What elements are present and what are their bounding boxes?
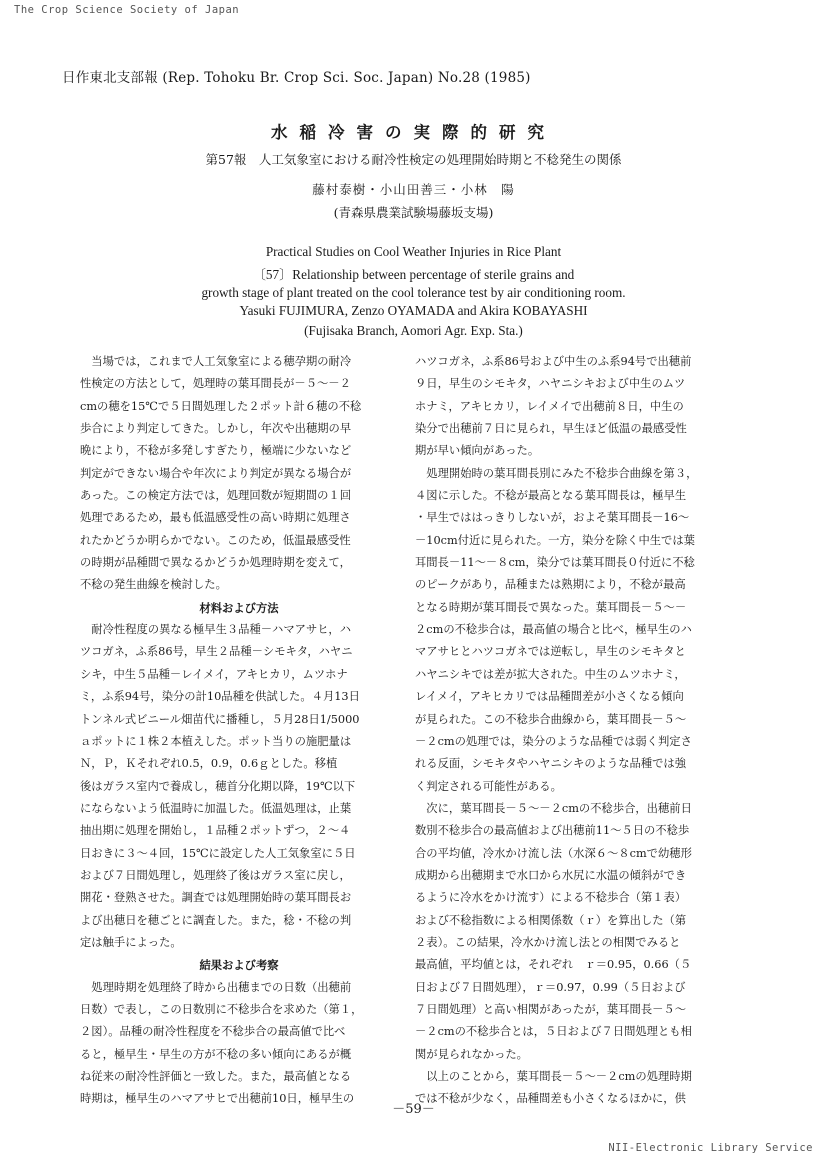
- affiliation-japanese: (青森県農業試験場藤坂支場): [333, 205, 494, 220]
- methods-section: [80, 619, 398, 954]
- journal-header: 日作東北支部報 (Rep. Tohoku Br. Crop Sci. Soc. Japan) No.28 (1985): [62, 70, 531, 86]
- text-line: －10cm付近に見られた。一方，染分を除く中生では葉: [415, 533, 695, 547]
- text-line: 時期は，極早生のハマアサヒで出穂前10日，極早生の: [80, 1092, 355, 1106]
- text-line: が見られた。この不稔歩合曲線から，葉耳間長－５～: [415, 712, 687, 726]
- paper-title-english: Practical Studies on Cool Weather Injuries in Rice Plant: [265, 244, 562, 259]
- text-line: 当場では，これまで人工気象室による穂孕期の耐冷: [80, 355, 352, 368]
- text-line: 耐冷性程度の異なる極早生３品種－ハマアサヒ，ハ: [80, 623, 352, 637]
- text-line: レイメイ，アキヒカリでは品種間差が小さくなる傾向: [415, 690, 684, 704]
- text-line: Ｎ，Ｐ，Ｋそれぞれ0.5，0.9，0.6ｇとした。移植: [80, 757, 338, 771]
- text-line: く判定される可能性がある。: [415, 779, 562, 793]
- text-line: －２cmの処理では，染分のような品種では弱く判定さ: [415, 734, 692, 748]
- text-line: 合の平均値，冷水かけ流し法（水深６～８cmで幼穂形: [415, 846, 692, 860]
- text-line: ９日，早生のシモキタ，ハヤニシキおよび中生のムツ: [415, 377, 686, 391]
- right-column: [415, 351, 733, 1111]
- text-line: 染分で出穂前７日に見られ，早生ほど低温の最感受性: [415, 422, 687, 436]
- authors-english: Yasuki FUJIMURA, Zenzo OYAMADA and Akira KOBAYASHI: [239, 303, 588, 318]
- text-line: cmの穂を15℃で５日間処理した２ポット計６穂の不稔: [80, 399, 362, 413]
- results-heading: 結果および考察: [199, 958, 279, 973]
- text-line: ハツコガネ，ふ系86号および中生のふ系94号で出穂前: [415, 355, 692, 368]
- text-line: ２cmの不稔歩合は，最高値の場合と比べ，極早生のハ: [415, 623, 692, 637]
- left-column: [80, 351, 398, 1111]
- text-line: ・早生でははっきりしないが，およそ葉耳間長－16～: [415, 511, 690, 525]
- affiliation-english: (Fujisaka Branch, Aomori Agr. Exp. Sta.): [304, 323, 523, 338]
- text-line: および７日間処理し，処理終了後はガラス室に戻し，: [80, 868, 351, 882]
- text-line: の時期が品種間で異なるかどうか処理時期を変えて，: [80, 556, 351, 570]
- text-line: ２図）。品種の耐冷性程度を不稔歩合の最高値で比べ: [80, 1025, 346, 1039]
- text-line: ７日間処理）と高い相関があったが，葉耳間長－５～: [415, 1002, 687, 1016]
- text-line: 処理時期を処理終了時から出穂までの日数（出穂前: [80, 980, 352, 994]
- text-line: 抽出期に処理を開始し，１品種２ポットずつ，２～４: [80, 824, 351, 838]
- text-line: 次に，葉耳間長－５～－２cmの不稔歩合，出穂前日: [415, 801, 692, 815]
- introduction-section: [80, 351, 398, 597]
- methods-heading: 材料および方法: [199, 600, 279, 615]
- text-line: となる時期が葉耳間長で異なった。葉耳間長－５～－: [415, 600, 687, 614]
- text-line: では不稔が少なく，品種間差も小さくなるほかに，供: [415, 1092, 686, 1106]
- text-line: 定は触手によった。: [80, 935, 182, 949]
- text-line: るように冷水をかけ流す）による不稔歩合（第１表）: [415, 891, 687, 905]
- text-line: 判定ができない場合や年次により判定が異なる場合が: [80, 466, 352, 480]
- text-line: 開花・登熟させた。調査では処理開始時の葉耳間長お: [80, 891, 352, 905]
- text-line: ホナミ，アキヒカリ，レイメイで出穂前８日，中生の: [415, 399, 684, 413]
- text-line: 歩合により判定してきた。しかし，年次や出穂期の早: [80, 422, 352, 436]
- text-line: 不稔の発生曲線を検討した。: [80, 578, 227, 592]
- society-name: The Crop Science Society of Japan: [14, 4, 240, 16]
- text-line: ツコガネ，ふ系86号，早生２品種－シモキタ，ハヤニ: [80, 645, 353, 659]
- text-line: ね従来の耐冷性評価と一致した。また，最高値となる: [80, 1070, 352, 1083]
- text-line: 後はガラス室内で養成し，穂首分化期以降，19℃以下: [80, 779, 356, 793]
- text-line: および不稔指数による相関係数（ｒ）を算出した（第: [415, 913, 687, 927]
- text-line: トンネル式ビニール畑苗代に播種し，５月28日1/5000: [80, 712, 360, 726]
- text-line: 晩により，不稔が多発しすぎたり，極端に少ないなど: [80, 444, 352, 458]
- text-line: 日おきに３～４回，15℃に設定した人工気象室に５日: [80, 846, 356, 860]
- text-line: －２cmの不稔歩合とは，５日および７日間処理とも相: [415, 1025, 692, 1039]
- text-line: れる反面，シモキタやハヤニシキのような品種では強: [415, 757, 687, 771]
- text-line: シキ，中生５品種－レイメイ，アキヒカリ，ムツホナ: [80, 667, 348, 681]
- text-line: 期が早い傾向があった。: [415, 444, 540, 458]
- paper-subtitle-english-line-2: growth stage of plant treated on the cool tolerance test by air conditioning room.: [201, 285, 626, 300]
- text-line: 日数）で表し，この日数別に不稔歩合を求めた（第１，: [80, 1002, 363, 1016]
- text-line: にならないよう低温時に加温した。低温処理は，止葉: [80, 801, 352, 815]
- authors-japanese: 藤村泰樹・小山田善三・小林 陽: [312, 182, 515, 197]
- text-line: ハヤニシキでは差が拡大された。中生のムツホナミ，: [415, 667, 686, 681]
- footer-source: NII-Electronic Library Service: [608, 1142, 813, 1154]
- text-line: 数別不稔歩合の最高値および出穂前11～５日の不稔歩: [415, 824, 690, 838]
- text-line: ａポットに１株２本植えした。ポット当りの施肥量は: [80, 734, 352, 748]
- text-line: 成期から出穂期まで水口から水尻に水温の傾斜ができ: [415, 868, 687, 882]
- text-line: 関が見られなかった。: [415, 1047, 528, 1061]
- text-line: あった。この検定方法では，処理回数が短期間の１回: [80, 489, 352, 503]
- text-line: ミ，ふ系94号，染分の計10品種を供試した。４月13日: [80, 690, 360, 704]
- paper-subtitle-japanese: 第57報 人工気象室における耐冷性検定の処理開始時期と不稔発生の関係: [205, 152, 622, 167]
- text-line: 処理開始時の葉耳間長別にみた不稔歩合曲線を第３，: [415, 466, 698, 480]
- text-line: 以上のことから，葉耳間長－５～－２cmの処理時期: [415, 1070, 692, 1083]
- text-line: ２表）。この結果，冷水かけ流し法との相関でみると: [415, 935, 681, 949]
- paper-title-japanese: 水稲冷害の実際的研究: [271, 123, 556, 142]
- text-line: 処理であるため，最も低温感受性の高い時期に処理さ: [80, 511, 351, 525]
- text-line: よび出穂日を穂ごとに調査した。また，稔・不稔の判: [80, 913, 352, 927]
- text-line: れたかどうか明らかでない。このため，低温最感受性: [80, 533, 351, 547]
- text-line: 性検定の方法として，処理時の葉耳間長が－５～－２: [80, 377, 351, 391]
- text-line: 日および７日間処理），ｒ＝0.97，0.99（５日および: [415, 980, 686, 994]
- text-line: マアサヒとハツコガネでは逆転し，早生のシモキタと: [415, 645, 686, 659]
- page-number: －59－: [392, 1102, 435, 1117]
- text-line: のピークがあり，品種または熟期により，不稔が最高: [415, 578, 686, 592]
- paper-subtitle-english-line-1: 〔57〕Relationship between percentage of sterile grains and: [252, 267, 575, 282]
- text-line: ると，極早生・早生の方が不稔の多い傾向にあるが概: [80, 1047, 352, 1061]
- results-section: [80, 977, 398, 1111]
- results-continued-section: [415, 351, 733, 1111]
- text-line: ４図に示した。不稔が最高となる葉耳間長は，極早生: [415, 489, 687, 503]
- text-line: 耳間長－11～－８cm，染分では葉耳間長０付近に不稔: [415, 556, 695, 570]
- text-line: 最高値，平均値とは，それぞれ ｒ＝0.95，0.66（５: [415, 958, 692, 972]
